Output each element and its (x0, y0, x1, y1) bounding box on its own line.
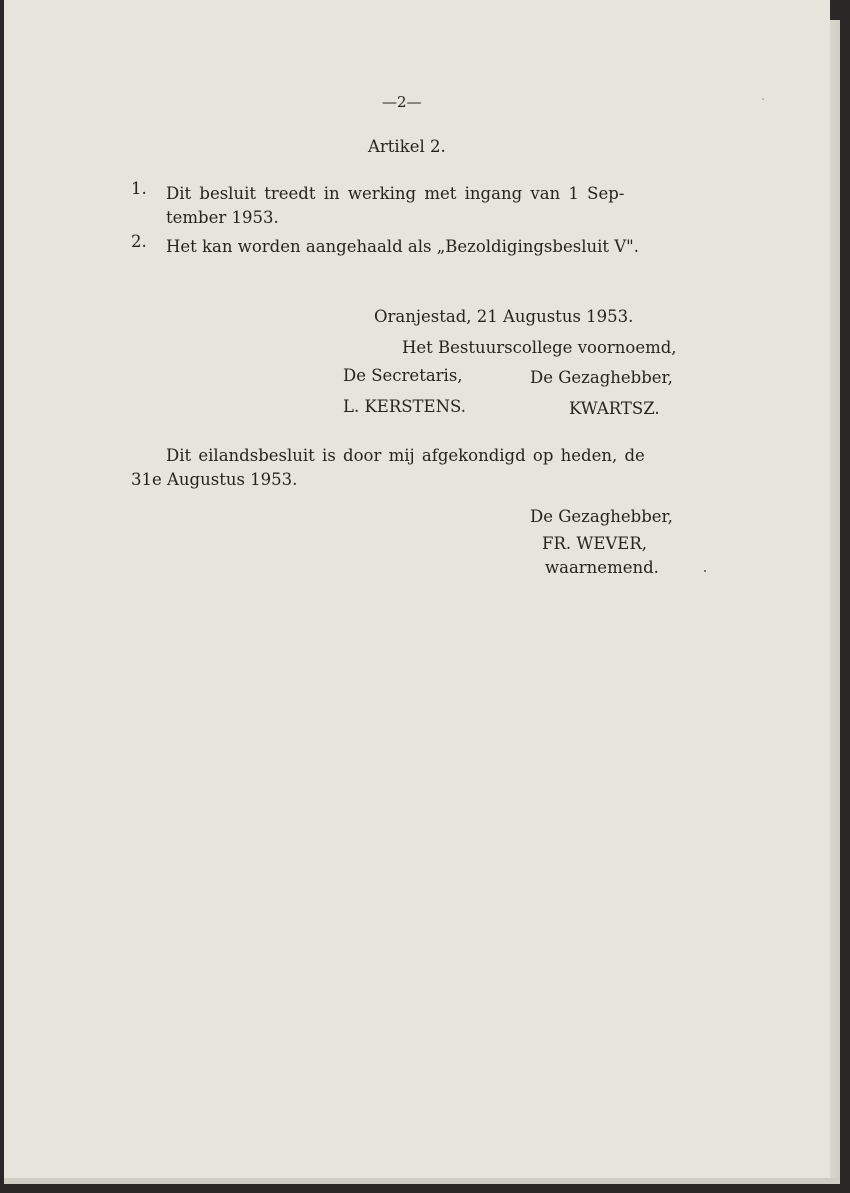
paper-speck (704, 570, 706, 572)
final-signatory-role: De Gezaghebber, (530, 507, 673, 526)
list-item-text: Het kan worden aangehaald als „Bezoldigingsbesluit V". (166, 237, 639, 256)
page-edge-right (830, 20, 840, 1180)
final-signatory-name: FR. WEVER, (542, 534, 647, 553)
article-title: Artikel 2. (368, 137, 446, 156)
document-page (4, 0, 830, 1178)
governor-role: De Gezaghebber, (530, 368, 673, 387)
list-item-number: 1. (131, 179, 147, 198)
governor-name: KWARTSZ. (569, 399, 660, 418)
list-item-number: 2. (131, 232, 147, 251)
list-item-text: Dit besluit treedt in werking met ingang van 1 Sep- (166, 184, 625, 203)
list-item-text-continued: tember 1953. (166, 208, 279, 227)
page-number: —2— (382, 93, 422, 111)
promulgation-text: Dit eilandsbesluit is door mij afgekondigd op heden, de (166, 446, 645, 465)
place-date: Oranjestad, 21 Augustus 1953. (374, 307, 634, 326)
page-edge-bottom (4, 1178, 840, 1184)
final-signatory-note: waarnemend. (545, 558, 659, 577)
college-name: Het Bestuurscollege voornoemd, (402, 338, 677, 357)
secretary-name: L. KERSTENS. (343, 397, 466, 416)
secretary-role: De Secretaris, (343, 366, 463, 385)
paper-speck (762, 98, 764, 100)
promulgation-text-continued: 31e Augustus 1953. (131, 470, 298, 489)
